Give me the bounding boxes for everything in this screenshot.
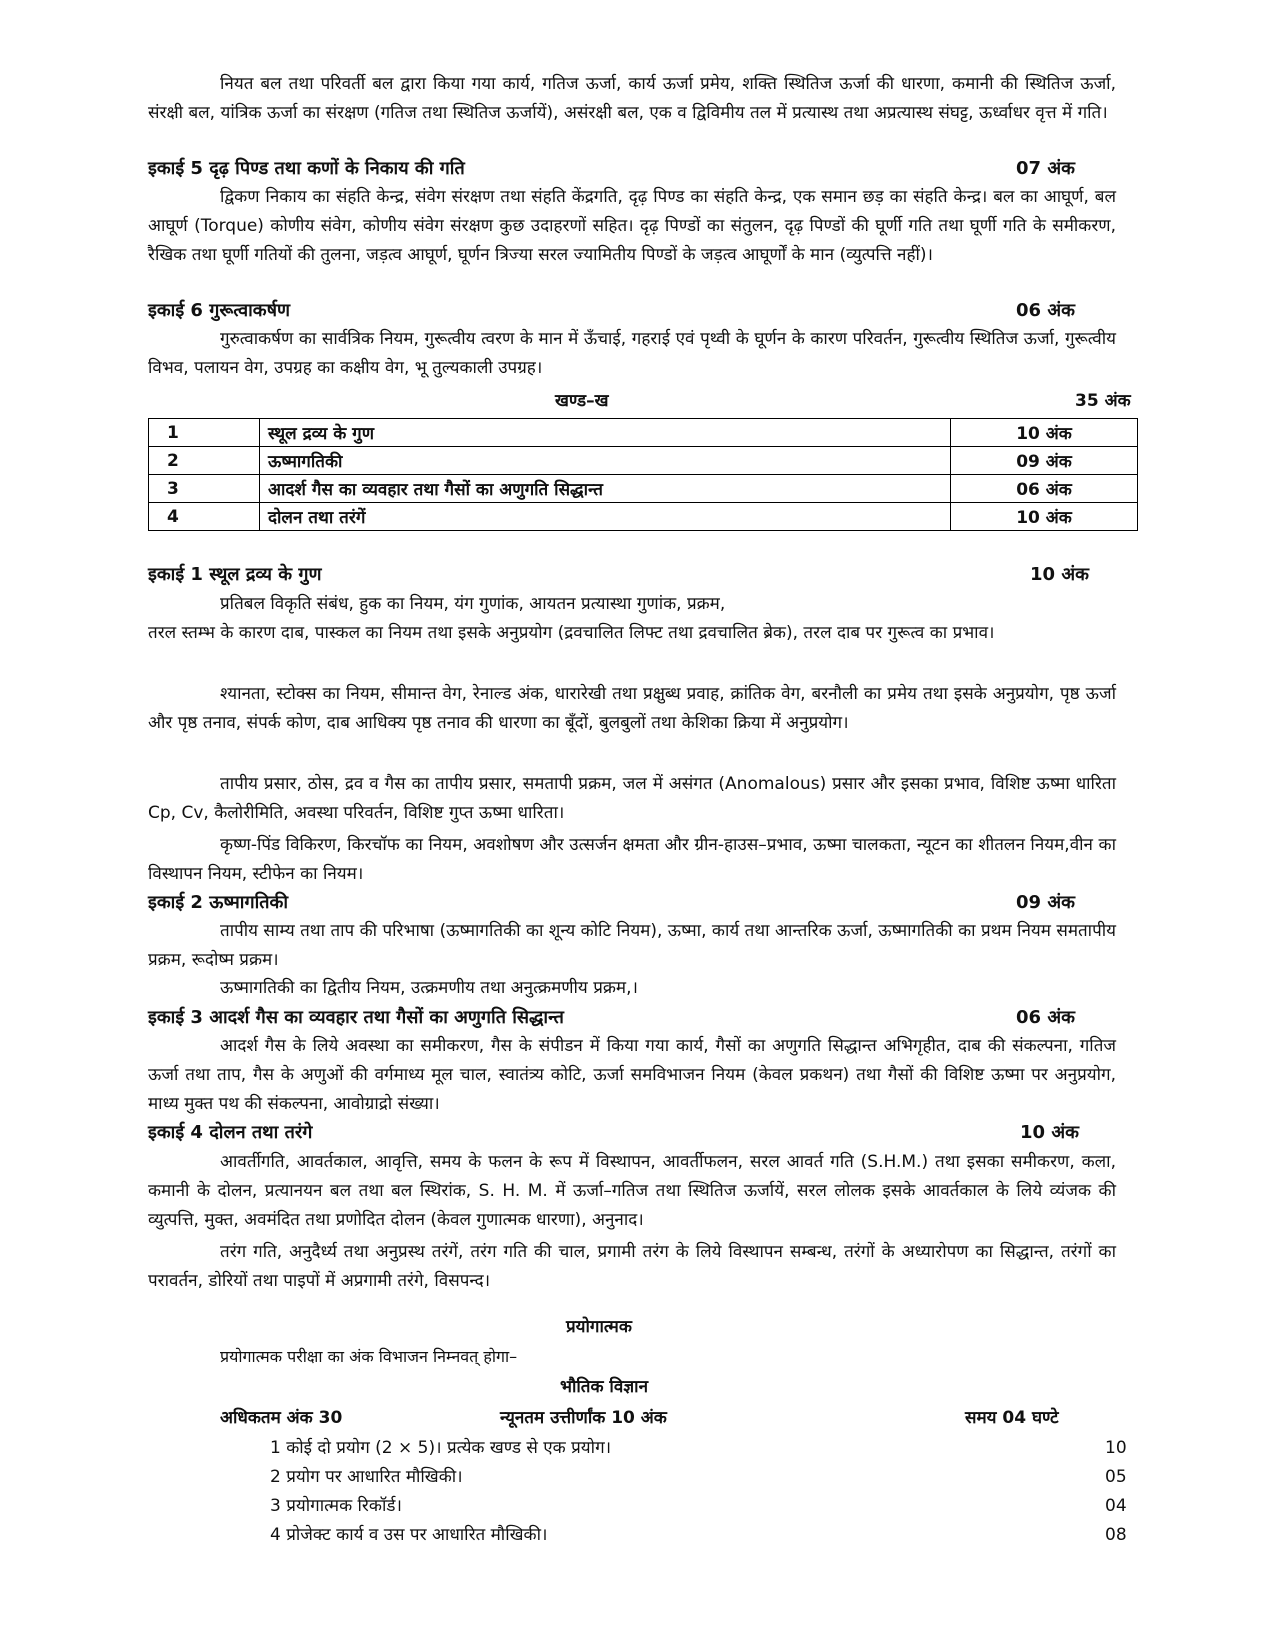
b-unit1-para3: तापीय प्रसार, ठोस, द्रव व गैस का तापीय प्रसार, समतापी प्रक्रम, जल में असंगत (Anomalous) प्रसार और इसका प्रभाव, विशिष्ट ऊष्मा धारिता Cp, Cv, कैलोरीमिति, अवस्था परिवर्तन, विशिष्ट गुप्त ऊष्मा धारिता। xyxy=(148,774,1116,823)
row-topic: आदर्श गैस का व्यवहार तथा गैसों का अणुगति सिद्धान्त xyxy=(260,475,951,503)
practical-item-value: 08 xyxy=(1105,1525,1127,1545)
unit6-marks: 06 अंक xyxy=(1016,300,1075,321)
b-unit2-title: इकाई 2 ऊष्मागतिकी xyxy=(148,892,289,913)
unit6-heading xyxy=(148,296,1116,326)
row-marks: 09 अंक xyxy=(951,447,1138,475)
b-unit2-para2: ऊष्मागतिकी का द्वितीय नियम, उत्क्रमणीय तथा अनुत्क्रमणीय प्रक्रम,। xyxy=(220,978,638,998)
b-unit1-para1b: तरल स्तम्भ के कारण दाब, पास्कल का नियम तथा इसके अनुप्रयोग (द्रवचालित लिफ्ट तथा द्रवचालित ब्रेक), तरल दाब पर गुरूत्व का प्रभाव। xyxy=(148,623,995,643)
b-unit2-para1: तापीय साम्य तथा ताप की परिभाषा (ऊष्मागतिकी का शून्य कोटि नियम), ऊष्मा, कार्य तथा आन्तरिक ऊर्जा, ऊष्मागतिकी का प्रथम नियम समतापीय प्रक्रम, रूदोष्म प्रक्रम। xyxy=(148,921,1116,970)
list-item xyxy=(0,1462,1275,1492)
row-number: 2 xyxy=(149,447,260,475)
b-unit4-title: इकाई 4 दोलन तथा तरंगे xyxy=(148,1122,313,1143)
section-b-marks: 35 अंक xyxy=(1075,391,1131,411)
practical-item-value: 05 xyxy=(1105,1467,1127,1487)
row-topic: ऊष्मागतिकी xyxy=(260,447,951,475)
table-row xyxy=(149,503,1138,531)
row-marks: 10 अंक xyxy=(951,419,1138,447)
practical-item-text: 3 प्रयोगात्मक रिकॉर्ड। xyxy=(270,1496,402,1516)
section-b-title: खण्ड–ख xyxy=(555,391,609,411)
practical-item-text: 1 कोई दो प्रयोग (2 × 5)। प्रत्येक खण्ड से एक प्रयोग। xyxy=(270,1438,612,1458)
list-item xyxy=(0,1491,1275,1521)
practical-item-value: 04 xyxy=(1105,1496,1127,1516)
section-b-table xyxy=(148,418,1138,531)
row-number: 4 xyxy=(149,503,260,531)
practical-info-row xyxy=(0,1403,1275,1433)
b-unit1-para4: कृष्ण-पिंड विकिरण, किरचॉफ का नियम, अवशोषण और उत्सर्जन क्षमता और ग्रीन-हाउस–प्रभाव, ऊष्मा चालकता, न्यूटन का शीतलन नियम,वीन का विस्थापन नियम, स्टीफेन का नियम। xyxy=(148,835,1116,884)
practical-intro: प्रयोगात्मक परीक्षा का अंक विभाजन निम्नवत् होगा– xyxy=(220,1347,518,1366)
b-unit4-marks: 10 अंक xyxy=(1020,1122,1079,1143)
max-marks: अधिकतम अंक 30 xyxy=(220,1408,343,1428)
row-marks: 10 अंक xyxy=(951,503,1138,531)
row-number: 3 xyxy=(149,475,260,503)
b-unit4-para1: आवर्तीगति, आवर्तकाल, आवृत्ति, समय के फलन के रूप में विस्थापन, आवर्तीफलन, सरल आवर्त गति (S.H.M.) तथा इसका समीकरण, कला, कमानी के दोलन, प्रत्यानयन बल तथा बल स्थिरांक, S. H. M. में ऊर्जा–गतिज तथा स्थितिज ऊर्जायें, सरल लोलक इसके आवर्तकाल के लिये व्यंजक की व्युत्पत्ति, मुक्त, अवमंदित तथा प्रणोदित दोलन (केवल गुणात्मक धारणा), अनुनाद। xyxy=(148,1152,1116,1230)
b-unit3-heading xyxy=(148,1003,1116,1033)
practical-item-text: 4 प्रोजेक्ट कार्य व उस पर आधारित मौखिकी। xyxy=(270,1525,548,1545)
b-unit1-para2: श्यानता, स्टोक्स का नियम, सीमान्त वेग, रेनाल्ड अंक, धारारेखी तथा प्रक्षुब्ध प्रवाह, क्रांतिक वेग, बरनौली का प्रमेय तथा इसके अनुप्रयोग, पृष्ठ ऊर्जा और पृष्ठ तनाव, संपर्क कोण, दाब आधिक्य पृष्ठ तनाव की धारणा का बूँदों, बुलबुलों तथा केशिका क्रिया में अनुप्रयोग। xyxy=(148,684,1116,733)
table-row xyxy=(149,475,1138,503)
row-marks: 06 अंक xyxy=(951,475,1138,503)
unit5-heading xyxy=(148,154,1116,184)
exam-time: समय 04 घण्टे xyxy=(965,1408,1059,1428)
b-unit3-para1: आदर्श गैस के लिये अवस्था का समीकरण, गैस के संपीडन में किया गया कार्य, गैसों का अणुगति सिद्धान्त अभिगृहीत, दाब की संकल्पना, गतिज ऊर्जा तथा ताप, गैस के अणुओं की वर्गमाध्य मूल चाल, स्वातंत्र्य कोटि, ऊर्जा समविभाजन नियम (केवल प्रकथन) तथा गैसों की विशिष्ट ऊष्मा पर अनुप्रयोग, माध्य मुक्त पथ की संकल्पना, आवोग्राद्रो संख्या। xyxy=(148,1036,1116,1114)
unit5-title: इकाई 5 दृढ़ पिण्ड तथा कणों के निकाय की गति xyxy=(148,158,465,179)
unit6-title: इकाई 6 गुरूत्वाकर्षण xyxy=(148,300,291,321)
b-unit1-marks: 10 अंक xyxy=(1030,564,1089,585)
b-unit1-heading xyxy=(148,560,1116,590)
row-topic: दोलन तथा तरंगें xyxy=(260,503,951,531)
b-unit1-para1a: प्रतिबल विकृति संबंध, हुक का नियम, यंग गुणांक, आयतन प्रत्यास्था गुणांक, प्रक्रम, xyxy=(220,594,726,614)
b-unit4-heading xyxy=(148,1118,1116,1148)
unit6-paragraph: गुरुत्वाकर्षण का सार्वत्रिक नियम, गुरूत्वीय त्वरण के मान में ऊँचाई, गहराई एवं पृथ्वी के घूर्णन के कारण परिवर्तन, गुरूत्वीय स्थितिज ऊर्जा, गुरूत्वीय विभव, पलायन वेग, उपग्रह का कक्षीय वेग, भू तुल्यकाली उपग्रह। xyxy=(148,329,1116,378)
list-item xyxy=(0,1433,1275,1463)
min-marks: न्यूनतम उत्तीर्णांक 10 अंक xyxy=(500,1408,667,1428)
row-topic: स्थूल द्रव्य के गुण xyxy=(260,419,951,447)
b-unit2-marks: 09 अंक xyxy=(1016,892,1075,913)
practical-item-value: 10 xyxy=(1105,1438,1127,1458)
list-item xyxy=(0,1520,1275,1550)
practical-title: प्रयोगात्मक xyxy=(566,1317,632,1337)
b-unit3-title: इकाई 3 आदर्श गैस का व्यवहार तथा गैसों का अणुगति सिद्धान्त xyxy=(148,1007,564,1028)
b-unit3-marks: 06 अंक xyxy=(1016,1007,1075,1028)
practical-item-text: 2 प्रयोग पर आधारित मौखिकी। xyxy=(270,1467,463,1487)
intro-paragraph: नियत बल तथा परिवर्ती बल द्वारा किया गया कार्य, गतिज ऊर्जा, कार्य ऊर्जा प्रमेय, शक्ति स्थितिज ऊर्जा की धारणा, कमानी की स्थितिज ऊर्जा, संरक्षी बल, यांत्रिक ऊर्जा का संरक्षण (गतिज तथा स्थितिज ऊर्जायें), असंरक्षी बल, एक व द्विविमीय तल में प्रत्यास्थ तथा अप्रत्यास्थ संघट्ट, ऊर्ध्वाधर वृत्त में गति। xyxy=(148,74,1116,123)
unit5-marks: 07 अंक xyxy=(1016,158,1075,179)
table-row xyxy=(149,419,1138,447)
table-row xyxy=(149,447,1138,475)
b-unit2-heading xyxy=(148,888,1116,918)
practical-subject: भौतिक विज्ञान xyxy=(560,1377,649,1397)
row-number: 1 xyxy=(149,419,260,447)
unit5-paragraph: द्विकण निकाय का संहति केन्द्र, संवेग संरक्षण तथा संहति केंद्रगति, दृढ़ पिण्ड का संहति केन्द्र, एक समान छड़ का संहति केन्द्र। बल का आघूर्ण, बल आघूर्ण (Torque) कोणीय संवेग, कोणीय संवेग संरक्षण कुछ उदाहरणों सहित। दृढ़ पिण्डों का संतुलन, दृढ़ पिण्डों की घूर्णी गति तथा घूर्णी गति के समीकरण, रैखिक तथा घूर्णी गतियों की तुलना, जड़त्व आघूर्ण, घूर्णन त्रिज्या सरल ज्यामितीय पिण्डों के जड़त्व आघूर्णों के मान (व्युत्पत्ति नहीं)। xyxy=(148,187,1116,265)
b-unit4-para2: तरंग गति, अनुदैर्ध्य तथा अनुप्रस्थ तरंगें, तरंग गति की चाल, प्रगामी तरंग के लिये विस्थापन सम्बन्ध, तरंगों के अध्यारोपण का सिद्धान्त, तरंगों का परावर्तन, डोरियों तथा पाइपों में अप्रगामी तरंगे, विसपन्द। xyxy=(148,1242,1116,1291)
b-unit1-title: इकाई 1 स्थूल द्रव्य के गुण xyxy=(148,564,322,585)
